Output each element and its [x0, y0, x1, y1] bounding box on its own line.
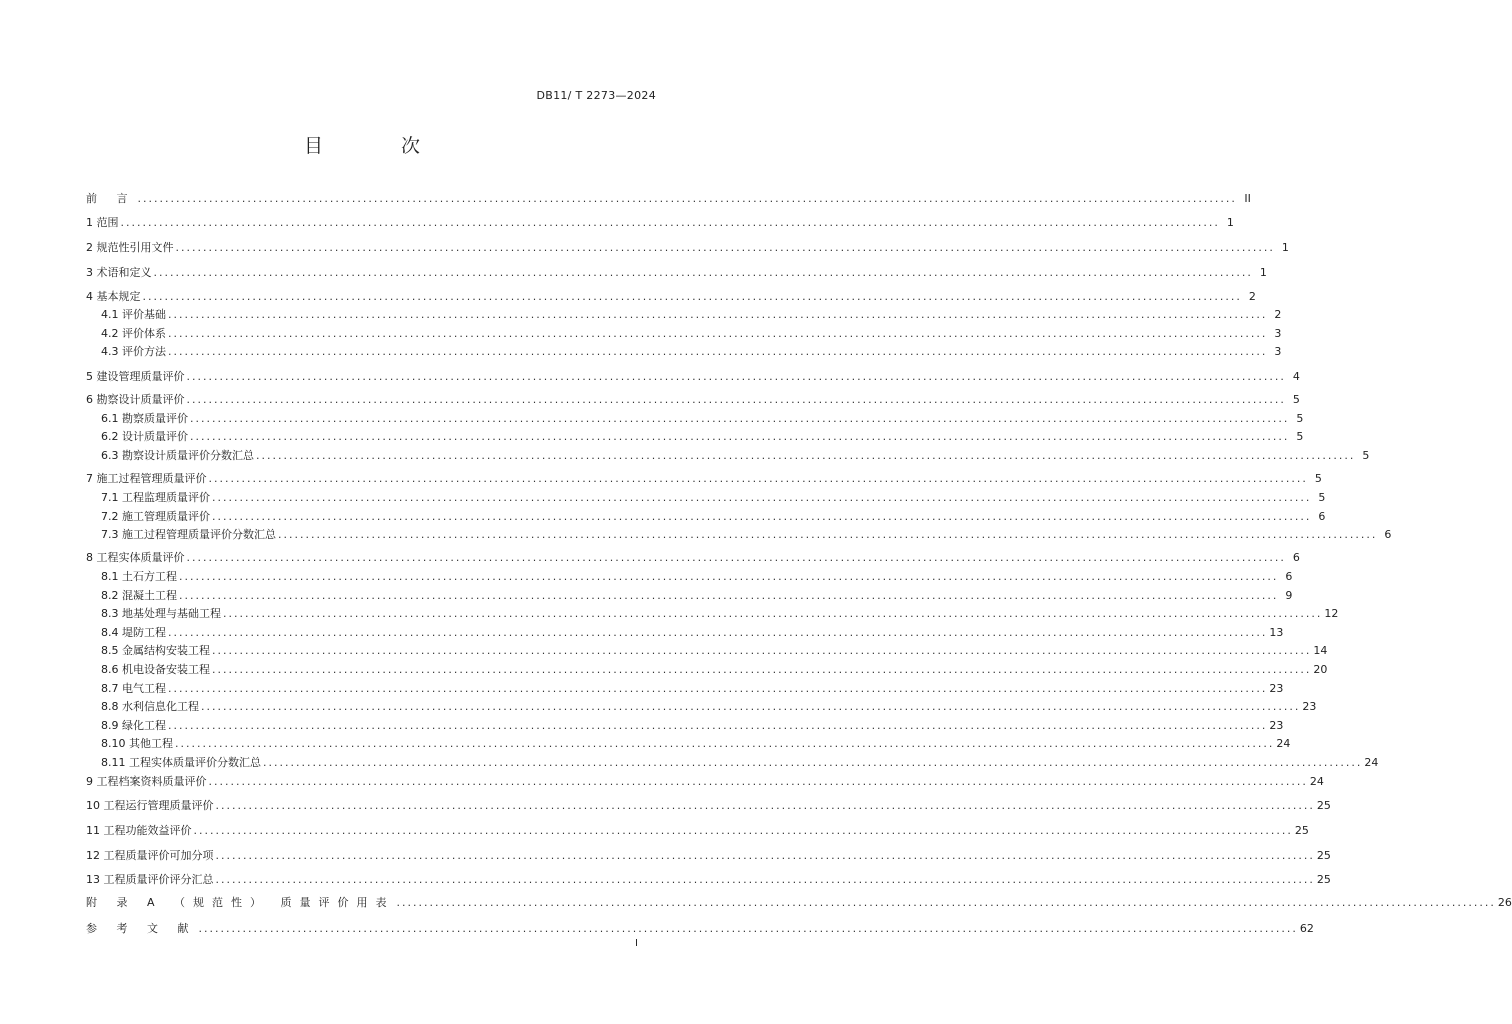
toc-entry-label: 10 工程运行管理质量评价 [86, 799, 214, 812]
toc-entry-label: 附 录 A （规范性） 质量评价用表 [86, 896, 395, 909]
toc-entry-page: 13 [1269, 626, 1284, 639]
toc-leader-dots: ........................................................................................................................................................................................................ [198, 922, 1298, 935]
toc-entry-page: 5 [1296, 430, 1304, 443]
toc-leader-dots: ........................................................................................................................................................................................................ [396, 896, 1496, 909]
toc-entry-label: 13 工程质量评价评分汇总 [86, 873, 214, 886]
toc-entry[interactable] [86, 822, 1309, 840]
toc-leader-dots: ........................................................................................................................................................................................................ [223, 607, 1323, 620]
page-title: 目 次 [303, 135, 457, 157]
toc-entry-page: 25 [1316, 849, 1331, 862]
toc-leader-dots: ........................................................................................................................................................................................................ [168, 308, 1268, 321]
toc-entry[interactable] [101, 624, 1284, 642]
toc-entry[interactable] [101, 605, 1339, 623]
toc-entry[interactable] [86, 894, 1512, 912]
toc-entry[interactable] [86, 773, 1324, 791]
toc-entry-page: 25 [1316, 799, 1331, 812]
toc-entry[interactable] [101, 306, 1282, 324]
toc-entry[interactable] [101, 717, 1284, 735]
toc-entry-page: 1 [1281, 241, 1289, 254]
standard-code: DB11/ T 2273—2024 [536, 89, 656, 102]
toc-leader-dots: ........................................................................................................................................................................................................ [186, 393, 1286, 406]
toc-entry-label: 6.3 勘察设计质量评价分数汇总 [101, 449, 254, 462]
toc-entry-label: 8.6 机电设备安装工程 [101, 663, 210, 676]
toc-entry-page: 5 [1296, 412, 1304, 425]
toc-entry-page: 6 [1292, 551, 1300, 564]
toc-entry-page: 24 [1309, 775, 1324, 788]
toc-entry-page: 6 [1384, 528, 1392, 541]
toc-entry[interactable] [86, 797, 1331, 815]
toc-entry[interactable] [101, 587, 1293, 605]
toc-entry-page: 23 [1269, 719, 1284, 732]
toc-entry-page: 20 [1313, 663, 1328, 676]
toc-leader-dots: ........................................................................................................................................................................................................ [168, 682, 1268, 695]
toc-leader-dots: ........................................................................................................................................................................................................ [201, 700, 1301, 713]
toc-entry-page: 5 [1292, 393, 1300, 406]
toc-leader-dots: ........................................................................................................................................................................................................ [212, 663, 1312, 676]
toc-leader-dots: ........................................................................................................................................................................................................ [179, 589, 1279, 602]
toc-leader-dots: ........................................................................................................................................................................................................ [190, 412, 1290, 425]
toc-entry-page: 23 [1302, 700, 1317, 713]
toc-entry-label: 8.7 电气工程 [101, 682, 166, 695]
toc-entry[interactable] [86, 239, 1289, 257]
toc-entry-page: 5 [1362, 449, 1370, 462]
toc-entry-label: 11 工程功能效益评价 [86, 824, 192, 837]
toc-entry-label: 8.8 水利信息化工程 [101, 700, 199, 713]
toc-entry[interactable] [86, 871, 1331, 889]
toc-leader-dots: ........................................................................................................................................................................................................ [175, 241, 1275, 254]
toc-leader-dots: ........................................................................................................................................................................................................ [212, 491, 1312, 504]
toc-entry[interactable] [86, 470, 1322, 488]
toc-entry-page: 6 [1318, 510, 1326, 523]
toc-entry-label: 4.3 评价方法 [101, 345, 166, 358]
toc-entry-page: 3 [1274, 345, 1282, 358]
toc-entry-label: 8.1 土石方工程 [101, 570, 177, 583]
toc-entry-page: 6 [1285, 570, 1293, 583]
toc-entry-label: 7.1 工程监理质量评价 [101, 491, 210, 504]
toc-entry[interactable] [101, 568, 1293, 586]
toc-entry-label: 2 规范性引用文件 [86, 241, 174, 254]
toc-entry-page: 3 [1274, 327, 1282, 340]
toc-entry[interactable] [101, 489, 1326, 507]
toc-leader-dots: ........................................................................................................................................................................................................ [186, 370, 1286, 383]
page-number: I [635, 938, 638, 949]
toc-entry-page: 1 [1259, 266, 1267, 279]
toc-leader-dots: ........................................................................................................................................................................................................ [212, 644, 1312, 657]
toc-entry[interactable] [86, 368, 1300, 386]
toc-entry[interactable] [86, 190, 1251, 208]
toc-entry[interactable] [86, 549, 1300, 567]
toc-leader-dots: ........................................................................................................................................................................................................ [168, 719, 1268, 732]
toc-entry-label: 12 工程质量评价可加分项 [86, 849, 214, 862]
toc-entry-page: 25 [1294, 824, 1309, 837]
toc-entry-page: 2 [1248, 290, 1256, 303]
toc-entry[interactable] [86, 391, 1300, 409]
toc-leader-dots: ........................................................................................................................................................................................................ [186, 551, 1286, 564]
toc-entry[interactable] [86, 847, 1331, 865]
toc-leader-dots: ........................................................................................................................................................................................................ [263, 756, 1363, 769]
toc-entry-label: 8.2 混凝土工程 [101, 589, 177, 602]
toc-entry-page: 5 [1318, 491, 1326, 504]
toc-leader-dots: ........................................................................................................................................................................................................ [193, 824, 1293, 837]
toc-entry-label: 8 工程实体质量评价 [86, 551, 185, 564]
toc-entry[interactable] [101, 526, 1392, 544]
toc-entry[interactable] [101, 343, 1282, 361]
toc-entry-label: 8.10 其他工程 [101, 737, 173, 750]
toc-entry[interactable] [101, 508, 1326, 526]
toc-entry-label: 7 施工过程管理质量评价 [86, 472, 207, 485]
toc-entry-label: 4 基本规定 [86, 290, 141, 303]
toc-entry[interactable] [101, 447, 1370, 465]
toc-entry-label: 4.1 评价基础 [101, 308, 166, 321]
toc-entry-label: 8.5 金属结构安装工程 [101, 644, 210, 657]
toc-entry[interactable] [101, 410, 1304, 428]
toc-leader-dots: ........................................................................................................................................................................................................ [212, 510, 1312, 523]
toc-entry[interactable] [86, 920, 1314, 938]
toc-entry-label: 6 勘察设计质量评价 [86, 393, 185, 406]
toc-leader-dots: ........................................................................................................................................................................................................ [137, 192, 1237, 205]
toc-entry-page: II [1244, 192, 1251, 205]
toc-entry-label: 8.4 堤防工程 [101, 626, 166, 639]
toc-entry[interactable] [101, 325, 1282, 343]
toc-entry-page: 24 [1276, 737, 1291, 750]
toc-entry-page: 2 [1274, 308, 1282, 321]
toc-leader-dots: ........................................................................................................................................................................................................ [168, 327, 1268, 340]
toc-leader-dots: ........................................................................................................................................................................................................ [278, 528, 1378, 541]
toc-entry-page: 9 [1285, 589, 1293, 602]
toc-entry[interactable] [101, 428, 1304, 446]
toc-entry[interactable] [86, 264, 1267, 282]
toc-leader-dots: ........................................................................................................................................................................................................ [208, 472, 1308, 485]
toc-entry-label: 8.3 地基处理与基础工程 [101, 607, 221, 620]
toc-entry[interactable] [86, 214, 1234, 232]
toc-entry[interactable] [101, 661, 1328, 679]
toc-entry-label: 6.2 设计质量评价 [101, 430, 188, 443]
toc-entry-page: 12 [1324, 607, 1339, 620]
toc-entry[interactable] [101, 754, 1379, 772]
toc-entry-label: 4.2 评价体系 [101, 327, 166, 340]
toc-entry-label: 前 言 [86, 192, 136, 205]
toc-entry-page: 26 [1497, 896, 1512, 909]
toc-entry-page: 24 [1364, 756, 1379, 769]
toc-entry-label: 8.11 工程实体质量评价分数汇总 [101, 756, 261, 769]
toc-entry-label: 5 建设管理质量评价 [86, 370, 185, 383]
toc-leader-dots: ........................................................................................................................................................................................................ [256, 449, 1356, 462]
toc-entry[interactable] [101, 642, 1328, 660]
toc-leader-dots: ........................................................................................................................................................................................................ [175, 737, 1275, 750]
toc-leader-dots: ........................................................................................................................................................................................................ [142, 290, 1242, 303]
toc-entry-label: 3 术语和定义 [86, 266, 152, 279]
toc-leader-dots: ........................................................................................................................................................................................................ [179, 570, 1279, 583]
toc-leader-dots: ........................................................................................................................................................................................................ [120, 216, 1220, 229]
toc-entry-label: 6.1 勘察质量评价 [101, 412, 188, 425]
toc-leader-dots: ........................................................................................................................................................................................................ [153, 266, 1253, 279]
toc-leader-dots: ........................................................................................................................................................................................................ [215, 849, 1315, 862]
toc-leader-dots: ........................................................................................................................................................................................................ [190, 430, 1290, 443]
toc-leader-dots: ........................................................................................................................................................................................................ [215, 873, 1315, 886]
toc-entry[interactable] [101, 735, 1291, 753]
toc-leader-dots: ........................................................................................................................................................................................................ [215, 799, 1315, 812]
toc-entry-label: 参 考 文 献 [86, 922, 197, 935]
toc-entry-page: 14 [1313, 644, 1328, 657]
toc-entry[interactable] [86, 288, 1256, 306]
toc-entry-label: 1 范围 [86, 216, 119, 229]
toc-entry-page: 5 [1314, 472, 1322, 485]
toc-entry-label: 7.3 施工过程管理质量评价分数汇总 [101, 528, 276, 541]
toc-leader-dots: ........................................................................................................................................................................................................ [168, 626, 1268, 639]
toc-entry-page: 1 [1226, 216, 1234, 229]
toc-entry-page: 62 [1299, 922, 1314, 935]
toc-entry[interactable] [101, 680, 1284, 698]
toc-entry[interactable] [101, 698, 1317, 716]
toc-leader-dots: ........................................................................................................................................................................................................ [168, 345, 1268, 358]
toc-entry-label: 7.2 施工管理质量评价 [101, 510, 210, 523]
toc-entry-page: 23 [1269, 682, 1284, 695]
toc-leader-dots: ........................................................................................................................................................................................................ [208, 775, 1308, 788]
toc-entry-label: 9 工程档案资料质量评价 [86, 775, 207, 788]
toc-entry-label: 8.9 绿化工程 [101, 719, 166, 732]
toc-entry-page: 25 [1316, 873, 1331, 886]
toc-entry-page: 4 [1292, 370, 1300, 383]
